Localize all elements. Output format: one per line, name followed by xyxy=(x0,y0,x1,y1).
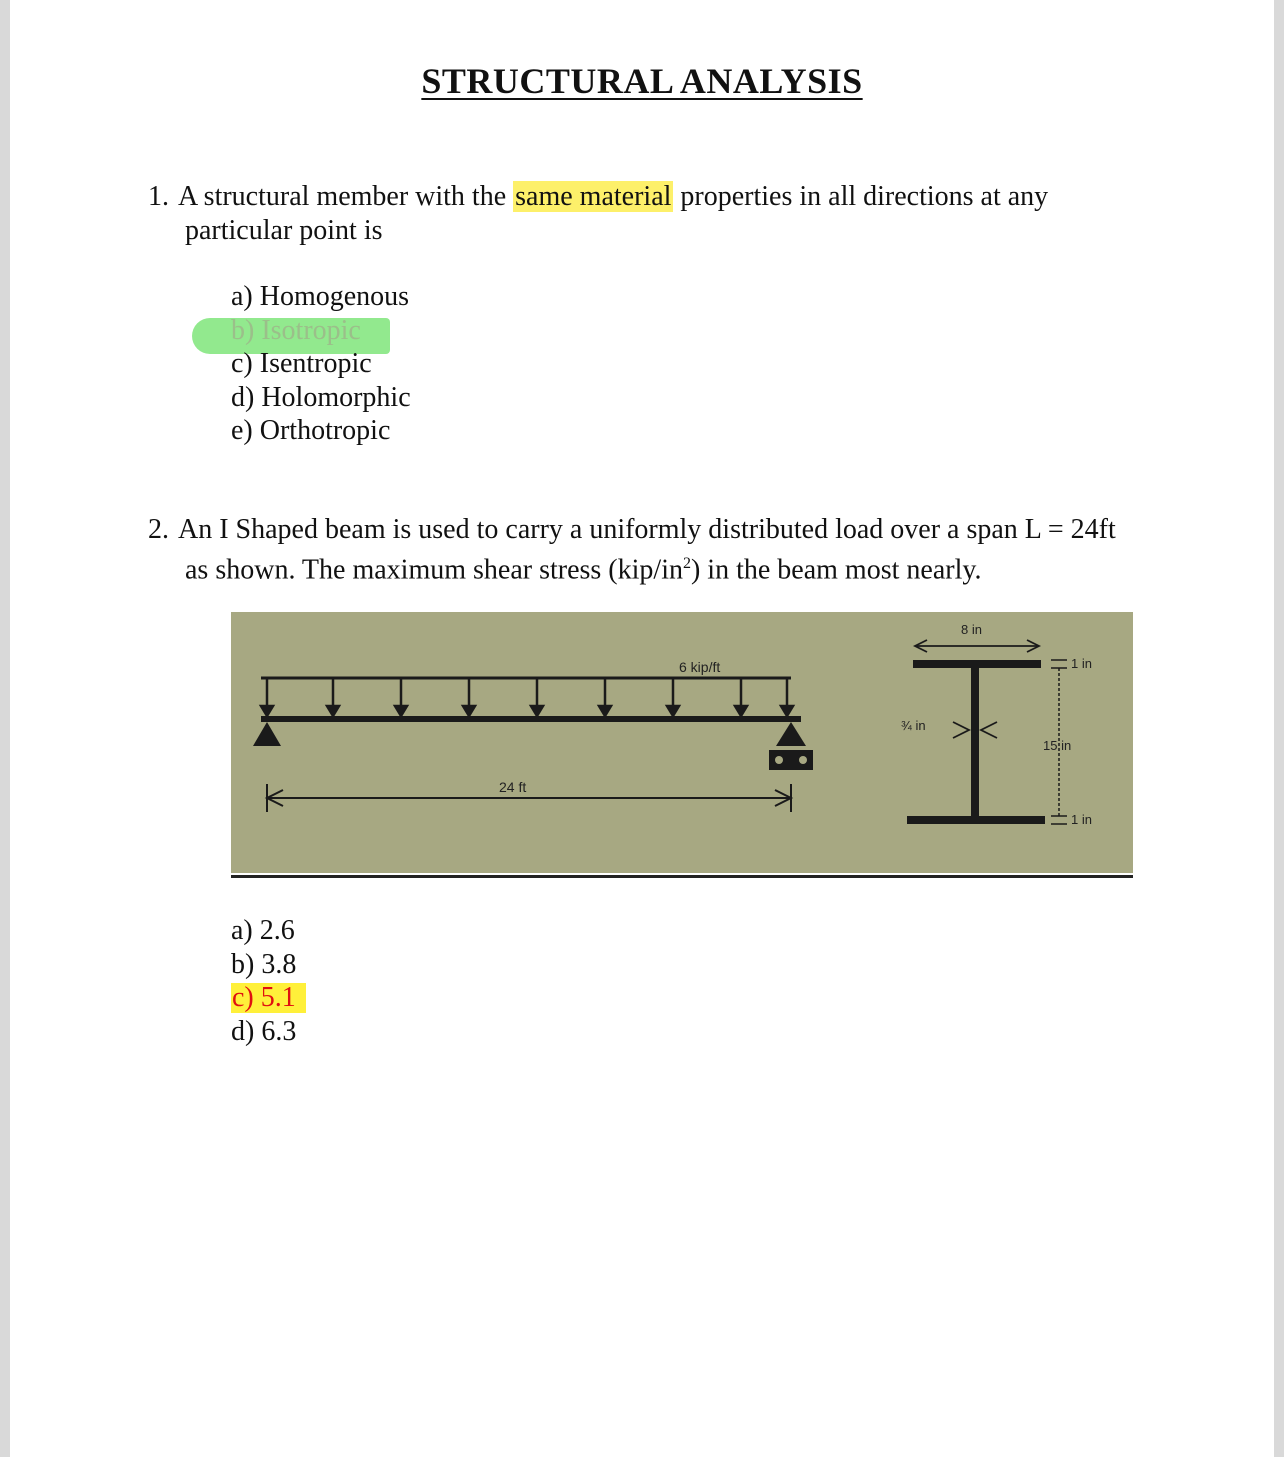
beam-diagram xyxy=(231,612,1133,873)
bottom-flange-thickness-label: 1 in xyxy=(1071,812,1092,827)
top-flange-thickness-label: 1 in xyxy=(1071,656,1092,671)
question-text: A structural member with the same material properties in all directions at any xyxy=(178,181,1049,212)
question-2 xyxy=(148,513,1268,586)
document-page xyxy=(10,0,1274,1457)
question-1 xyxy=(148,180,1248,250)
pin-support xyxy=(253,722,281,746)
highlighted-phrase: same material xyxy=(515,181,672,212)
option-c-answer: c) 5.1 xyxy=(231,983,306,1013)
question-text: An I Shaped beam is used to carry a uniformly distributed load over a span L = 24ft xyxy=(178,514,1116,545)
figure-rule xyxy=(231,875,1133,878)
flange-width-label: 8 in xyxy=(961,622,982,637)
page-title: STRUCTURAL ANALYSIS xyxy=(421,61,863,101)
option-a: a) Homogenous xyxy=(231,281,410,312)
span-label: 24 ft xyxy=(499,779,527,795)
question-number: 1. xyxy=(148,181,169,212)
question-number: 2. xyxy=(148,514,169,545)
option-d: d) Holomorphic xyxy=(231,381,411,413)
option-e: e) Orthotropic xyxy=(231,415,391,446)
top-flange xyxy=(913,660,1041,668)
beam xyxy=(261,716,801,722)
question-text-continued: particular point is xyxy=(185,215,383,246)
question-text-continued: as shown. The maximum shear stress $(kip/in^2)$ in the beam most nearly. xyxy=(185,554,982,586)
roller-support xyxy=(776,722,806,746)
load-label: 6 kip/ft xyxy=(679,659,721,675)
option-b: b) 3.8 xyxy=(231,948,297,980)
option-a: a) 2.6 xyxy=(231,915,295,946)
depth-label: 15 in xyxy=(1043,738,1072,753)
option-c: c) Isentropic xyxy=(231,348,372,379)
bottom-flange xyxy=(907,816,1045,824)
load-arrows xyxy=(261,678,793,716)
question-1-options xyxy=(231,280,411,448)
web-thickness-label: ¾ in xyxy=(901,718,926,733)
web xyxy=(971,668,979,816)
question-2-options xyxy=(231,914,306,1048)
option-b-answer: b) Isotropic xyxy=(231,314,361,346)
option-d: d) 6.3 xyxy=(231,1015,297,1047)
beam-figure xyxy=(231,612,1133,873)
